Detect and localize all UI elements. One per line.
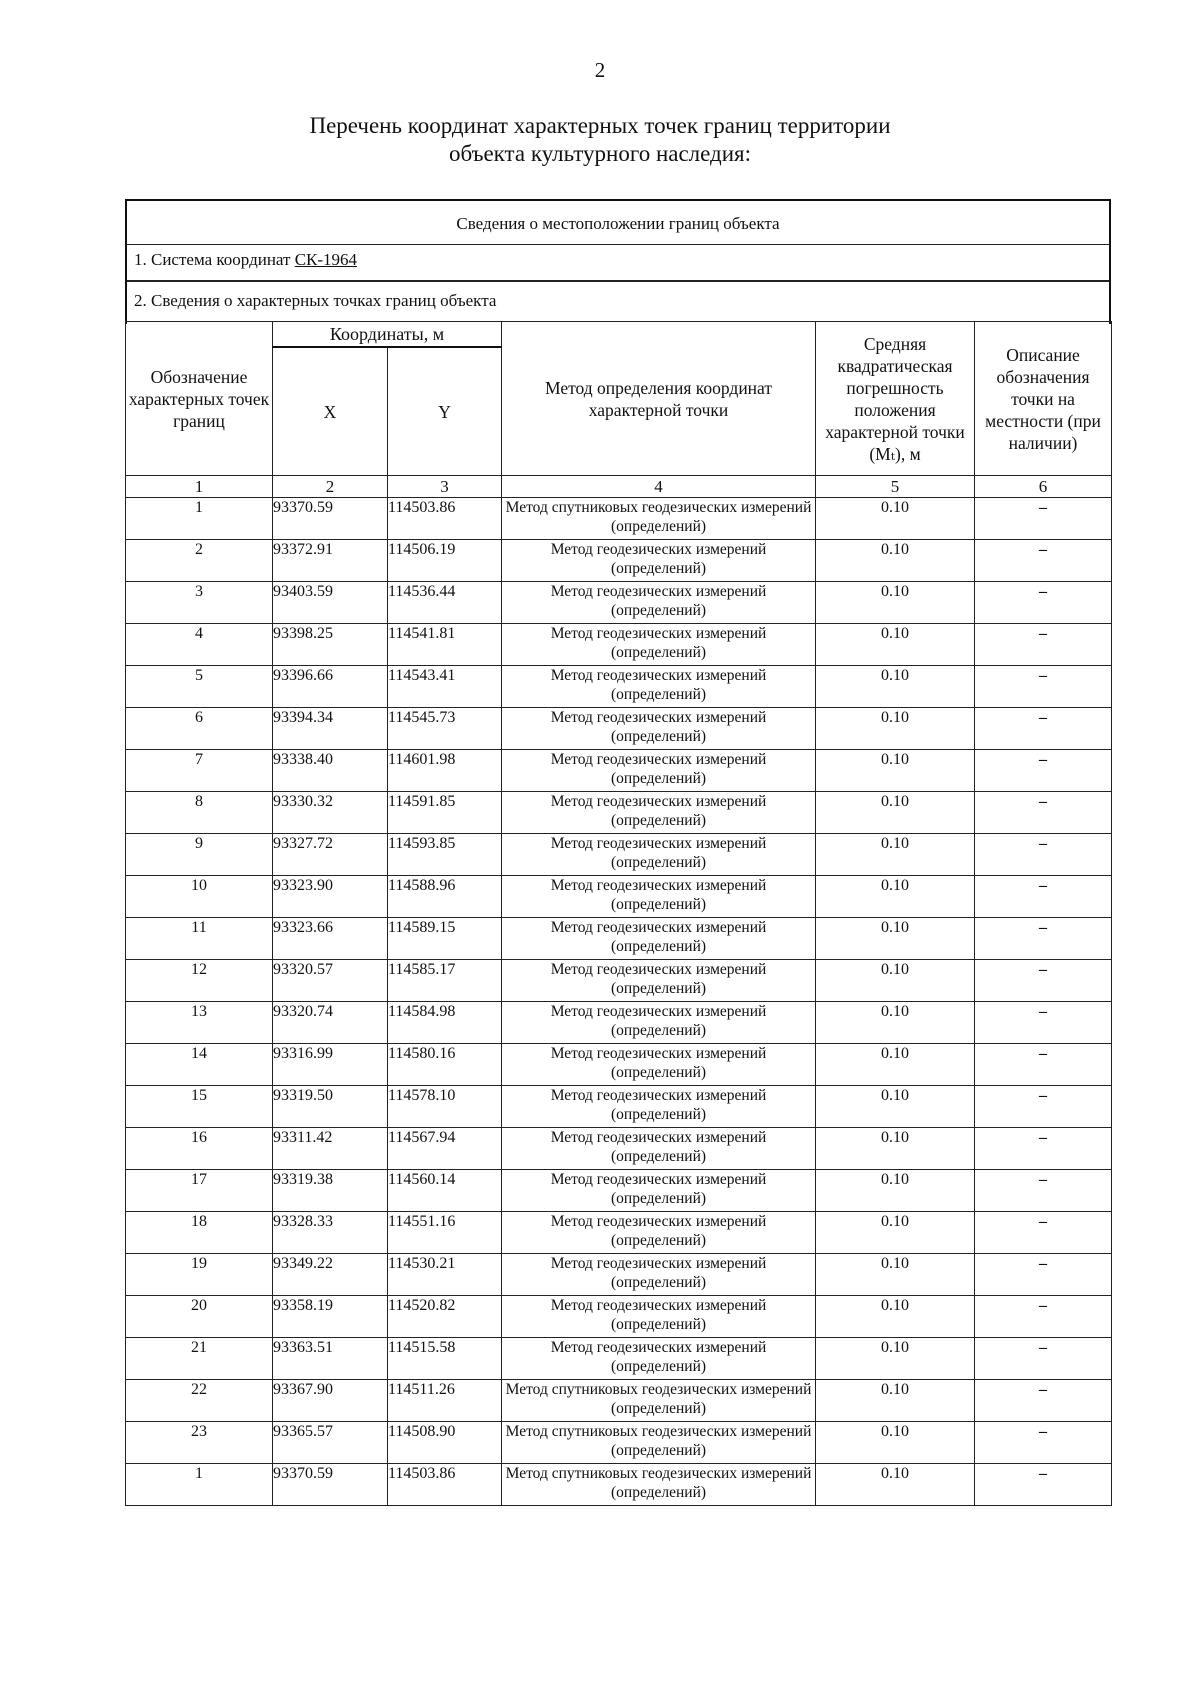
point-number: 20 xyxy=(126,1296,273,1338)
method-cell: Метод геодезических измерений (определений) xyxy=(502,834,816,876)
description-cell: – xyxy=(975,918,1112,960)
coordinate-y: 114503.86 xyxy=(388,498,502,540)
point-number: 18 xyxy=(126,1212,273,1254)
method-cell: Метод геодезических измерений (определений) xyxy=(502,876,816,918)
method-cell: Метод геодезических измерений (определений) xyxy=(502,582,816,624)
table-row xyxy=(126,1422,1112,1464)
description-cell: – xyxy=(975,750,1112,792)
description-cell: – xyxy=(975,708,1112,750)
coordinate-x: 93363.51 xyxy=(273,1338,388,1380)
coordinate-y: 114536.44 xyxy=(388,582,502,624)
coordinate-system-value: СК-1964 xyxy=(294,250,358,269)
point-number: 5 xyxy=(126,666,273,708)
column-number: 1 xyxy=(126,476,273,498)
coordinate-x: 93328.33 xyxy=(273,1212,388,1254)
table-row xyxy=(126,1170,1112,1212)
point-number: 23 xyxy=(126,1422,273,1464)
table-row xyxy=(126,582,1112,624)
header-coordinates: Координаты, м xyxy=(273,322,502,348)
error-cell: 0.10 xyxy=(816,1170,975,1212)
description-cell: – xyxy=(975,1086,1112,1128)
method-cell: Метод геодезических измерений (определений) xyxy=(502,750,816,792)
method-cell: Метод геодезических измерений (определений) xyxy=(502,708,816,750)
table-body xyxy=(126,498,1112,1506)
point-number: 13 xyxy=(126,1002,273,1044)
coordinate-x: 93365.57 xyxy=(273,1422,388,1464)
coordinate-y: 114530.21 xyxy=(388,1254,502,1296)
method-cell: Метод спутниковых геодезических измерений (определений) xyxy=(502,1464,816,1506)
error-cell: 0.10 xyxy=(816,498,975,540)
header-error: Средняя квадратическая погрешность положения характерной точки (Mₜ), м xyxy=(816,322,975,476)
method-cell: Метод геодезических измерений (определений) xyxy=(502,1254,816,1296)
document-title-line-2: объекта культурного наследия: xyxy=(448,141,752,166)
coordinate-y: 114567.94 xyxy=(388,1128,502,1170)
method-cell: Метод геодезических измерений (определений) xyxy=(502,792,816,834)
section-title: Сведения о местоположении границ объекта xyxy=(127,201,1109,245)
coordinate-x: 93327.72 xyxy=(273,834,388,876)
coordinate-system-row xyxy=(127,245,1109,282)
method-cell: Метод геодезических измерений (определений) xyxy=(502,1086,816,1128)
coordinate-x: 93370.59 xyxy=(273,1464,388,1506)
coordinate-y: 114578.10 xyxy=(388,1086,502,1128)
coordinate-x: 93319.50 xyxy=(273,1086,388,1128)
method-cell: Метод геодезических измерений (определений) xyxy=(502,1170,816,1212)
table-row xyxy=(126,498,1112,540)
coordinate-y: 114511.26 xyxy=(388,1380,502,1422)
coordinate-y: 114545.73 xyxy=(388,708,502,750)
description-cell: – xyxy=(975,1044,1112,1086)
coordinate-x: 93370.59 xyxy=(273,498,388,540)
coordinate-x: 93394.34 xyxy=(273,708,388,750)
error-cell: 0.10 xyxy=(816,1086,975,1128)
point-number: 17 xyxy=(126,1170,273,1212)
method-cell: Метод спутниковых геодезических измерений (определений) xyxy=(502,1380,816,1422)
coordinate-x: 93323.66 xyxy=(273,918,388,960)
page-number: 2 xyxy=(594,58,606,82)
coordinate-x: 93396.66 xyxy=(273,666,388,708)
table-row xyxy=(126,540,1112,582)
description-cell: – xyxy=(975,498,1112,540)
description-cell: – xyxy=(975,792,1112,834)
error-cell: 0.10 xyxy=(816,1380,975,1422)
error-cell: 0.10 xyxy=(816,582,975,624)
coordinate-x: 93320.74 xyxy=(273,1002,388,1044)
coordinate-y: 114515.58 xyxy=(388,1338,502,1380)
column-number: 2 xyxy=(273,476,388,498)
boundary-info-block xyxy=(125,199,1111,324)
coordinate-x: 93320.57 xyxy=(273,960,388,1002)
coordinate-x: 93403.59 xyxy=(273,582,388,624)
coordinate-y: 114506.19 xyxy=(388,540,502,582)
error-cell: 0.10 xyxy=(816,1254,975,1296)
error-cell: 0.10 xyxy=(816,624,975,666)
point-number: 14 xyxy=(126,1044,273,1086)
description-cell: – xyxy=(975,582,1112,624)
error-cell: 0.10 xyxy=(816,1212,975,1254)
header-description: Описание обозначения точки на местности (при наличии) xyxy=(975,322,1112,476)
description-cell: – xyxy=(975,1128,1112,1170)
point-number: 22 xyxy=(126,1380,273,1422)
error-cell: 0.10 xyxy=(816,792,975,834)
coordinate-x: 93319.38 xyxy=(273,1170,388,1212)
method-cell: Метод геодезических измерений (определений) xyxy=(502,1338,816,1380)
header-designation: Обозначение характерных точек границ xyxy=(126,322,273,476)
point-number: 12 xyxy=(126,960,273,1002)
description-cell: – xyxy=(975,1380,1112,1422)
point-number: 11 xyxy=(126,918,273,960)
column-number: 4 xyxy=(502,476,816,498)
description-cell: – xyxy=(975,1464,1112,1506)
description-cell: – xyxy=(975,1296,1112,1338)
description-cell: – xyxy=(975,540,1112,582)
error-cell: 0.10 xyxy=(816,918,975,960)
method-cell: Метод геодезических измерений (определений) xyxy=(502,918,816,960)
point-number: 8 xyxy=(126,792,273,834)
coordinates-table xyxy=(125,321,1112,1506)
method-cell: Метод спутниковых геодезических измерений (определений) xyxy=(502,1422,816,1464)
error-cell: 0.10 xyxy=(816,1128,975,1170)
coordinate-x: 93338.40 xyxy=(273,750,388,792)
table-row xyxy=(126,624,1112,666)
description-cell: – xyxy=(975,1254,1112,1296)
description-cell: – xyxy=(975,624,1112,666)
error-cell: 0.10 xyxy=(816,1044,975,1086)
coordinate-y: 114541.81 xyxy=(388,624,502,666)
point-number: 19 xyxy=(126,1254,273,1296)
coordinate-x: 93311.42 xyxy=(273,1128,388,1170)
coordinate-y: 114503.86 xyxy=(388,1464,502,1506)
coordinate-y: 114508.90 xyxy=(388,1422,502,1464)
column-number: 6 xyxy=(975,476,1112,498)
coordinate-y: 114591.85 xyxy=(388,792,502,834)
table-row xyxy=(126,1044,1112,1086)
table-row xyxy=(126,1380,1112,1422)
coordinate-y: 114584.98 xyxy=(388,1002,502,1044)
error-cell: 0.10 xyxy=(816,834,975,876)
table-row xyxy=(126,960,1112,1002)
coordinate-x: 93398.25 xyxy=(273,624,388,666)
coordinate-x: 93330.32 xyxy=(273,792,388,834)
coordinate-y: 114580.16 xyxy=(388,1044,502,1086)
coordinate-system-label: 1. Система координат xyxy=(134,250,295,269)
table-row xyxy=(126,1296,1112,1338)
method-cell: Метод геодезических измерений (определений) xyxy=(502,960,816,1002)
error-cell: 0.10 xyxy=(816,1464,975,1506)
description-cell: – xyxy=(975,1422,1112,1464)
point-number: 7 xyxy=(126,750,273,792)
table-row xyxy=(126,792,1112,834)
error-cell: 0.10 xyxy=(816,540,975,582)
method-cell: Метод геодезических измерений (определений) xyxy=(502,666,816,708)
coordinate-y: 114601.98 xyxy=(388,750,502,792)
point-number: 15 xyxy=(126,1086,273,1128)
document-title xyxy=(0,112,1200,168)
point-number: 2 xyxy=(126,540,273,582)
description-cell: – xyxy=(975,834,1112,876)
points-heading: 2. Сведения о характерных точках границ объекта xyxy=(134,291,497,310)
point-number: 6 xyxy=(126,708,273,750)
description-cell: – xyxy=(975,960,1112,1002)
table-row xyxy=(126,918,1112,960)
coordinate-y: 114589.15 xyxy=(388,918,502,960)
header-y: Y xyxy=(388,347,502,476)
error-cell: 0.10 xyxy=(816,960,975,1002)
error-cell: 0.10 xyxy=(816,1002,975,1044)
table-row xyxy=(126,666,1112,708)
table-row xyxy=(126,1002,1112,1044)
column-number: 3 xyxy=(388,476,502,498)
error-cell: 0.10 xyxy=(816,1422,975,1464)
description-cell: – xyxy=(975,1170,1112,1212)
coordinate-y: 114593.85 xyxy=(388,834,502,876)
coordinate-y: 114585.17 xyxy=(388,960,502,1002)
point-number: 1 xyxy=(126,498,273,540)
method-cell: Метод геодезических измерений (определений) xyxy=(502,624,816,666)
table-row xyxy=(126,1464,1112,1506)
error-cell: 0.10 xyxy=(816,876,975,918)
coordinate-x: 93323.90 xyxy=(273,876,388,918)
coordinate-x: 93316.99 xyxy=(273,1044,388,1086)
method-cell: Метод спутниковых геодезических измерений (определений) xyxy=(502,498,816,540)
point-number: 10 xyxy=(126,876,273,918)
table-row xyxy=(126,750,1112,792)
coordinate-x: 93367.90 xyxy=(273,1380,388,1422)
description-cell: – xyxy=(975,1212,1112,1254)
error-cell: 0.10 xyxy=(816,750,975,792)
error-cell: 0.10 xyxy=(816,666,975,708)
method-cell: Метод геодезических измерений (определений) xyxy=(502,1002,816,1044)
table-row xyxy=(126,1212,1112,1254)
point-number: 3 xyxy=(126,582,273,624)
table-row xyxy=(126,834,1112,876)
header-x: X xyxy=(273,347,388,476)
coordinate-y: 114588.96 xyxy=(388,876,502,918)
table-row xyxy=(126,1338,1112,1380)
description-cell: – xyxy=(975,666,1112,708)
method-cell: Метод геодезических измерений (определений) xyxy=(502,1044,816,1086)
method-cell: Метод геодезических измерений (определений) xyxy=(502,1128,816,1170)
point-number: 9 xyxy=(126,834,273,876)
column-numbers-row xyxy=(126,476,1112,498)
method-cell: Метод геодезических измерений (определений) xyxy=(502,1212,816,1254)
table-row xyxy=(126,708,1112,750)
point-number: 16 xyxy=(126,1128,273,1170)
error-cell: 0.10 xyxy=(816,1338,975,1380)
coordinate-y: 114543.41 xyxy=(388,666,502,708)
coordinate-x: 93372.91 xyxy=(273,540,388,582)
point-number: 4 xyxy=(126,624,273,666)
error-cell: 0.10 xyxy=(816,1296,975,1338)
coordinate-x: 93358.19 xyxy=(273,1296,388,1338)
description-cell: – xyxy=(975,876,1112,918)
description-cell: – xyxy=(975,1338,1112,1380)
header-method: Метод определения координат характерной точки xyxy=(502,322,816,476)
point-number: 1 xyxy=(126,1464,273,1506)
method-cell: Метод геодезических измерений (определений) xyxy=(502,1296,816,1338)
point-number: 21 xyxy=(126,1338,273,1380)
table-row xyxy=(126,1254,1112,1296)
table-row xyxy=(126,876,1112,918)
column-number: 5 xyxy=(816,476,975,498)
description-cell: – xyxy=(975,1002,1112,1044)
table-row xyxy=(126,1086,1112,1128)
document-title-line-1: Перечень координат характерных точек границ территории xyxy=(309,113,891,138)
coordinate-x: 93349.22 xyxy=(273,1254,388,1296)
coordinate-y: 114520.82 xyxy=(388,1296,502,1338)
error-cell: 0.10 xyxy=(816,708,975,750)
method-cell: Метод геодезических измерений (определений) xyxy=(502,540,816,582)
table-row xyxy=(126,1128,1112,1170)
coordinate-y: 114551.16 xyxy=(388,1212,502,1254)
coordinate-y: 114560.14 xyxy=(388,1170,502,1212)
